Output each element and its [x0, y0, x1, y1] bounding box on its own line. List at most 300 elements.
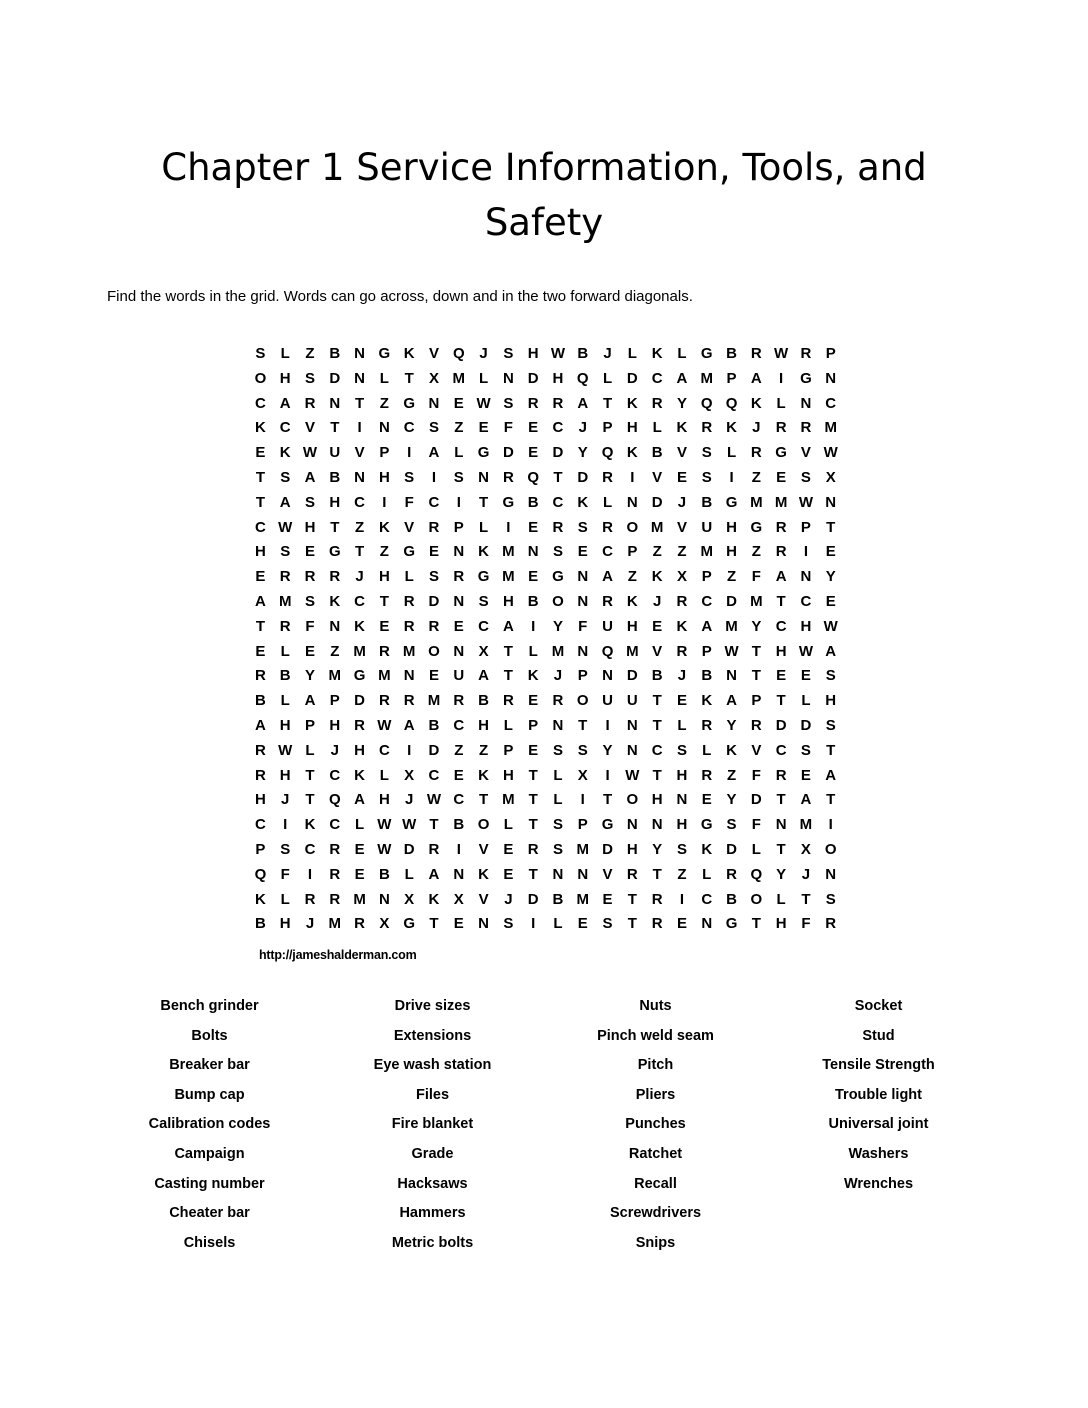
grid-letter: T	[652, 766, 662, 784]
grid-letter: Z	[305, 345, 315, 362]
grid-letter: C	[254, 394, 266, 412]
grid-letter: E	[602, 890, 613, 908]
grid-row	[248, 516, 843, 541]
grid-letter: S	[428, 419, 439, 437]
grid-row	[248, 863, 843, 888]
grid-letter: U	[329, 444, 341, 462]
grid-letter: M	[700, 543, 713, 561]
grid-letter: O	[750, 890, 763, 908]
word-list-item: Tensile Strength	[822, 1057, 935, 1074]
word-list	[98, 992, 990, 1258]
grid-letter: R	[701, 419, 713, 437]
grid-letter: M	[626, 642, 639, 660]
grid-letter: L	[503, 816, 513, 834]
grid-letter: A	[428, 444, 440, 462]
grid-letter: J	[553, 667, 563, 685]
grid-letter: C	[701, 890, 713, 908]
grid-letter: T	[553, 468, 563, 486]
grid-letter: A	[279, 493, 291, 511]
grid-letter: T	[776, 592, 786, 610]
grid-letter: N	[329, 394, 341, 412]
grid-letter: U	[602, 692, 613, 710]
grid-letter: Z	[652, 543, 662, 561]
grid-letter: L	[553, 791, 563, 809]
grid-letter: Q	[254, 865, 267, 883]
grid-letter: R	[701, 766, 713, 784]
grid-letter: A	[304, 468, 316, 486]
grid-letter: R	[825, 915, 837, 933]
grid-row	[248, 714, 843, 739]
grid-letter: T	[255, 617, 265, 635]
grid-letter: C	[279, 419, 291, 437]
grid-letter: S	[825, 667, 836, 685]
grid-letter: H	[279, 716, 291, 734]
grid-letter: L	[404, 568, 414, 586]
grid-letter: L	[305, 741, 315, 759]
grid-letter: B	[577, 345, 589, 362]
grid-letter: J	[652, 592, 662, 610]
grid-letter: X	[453, 890, 464, 908]
grid-letter: O	[824, 840, 837, 858]
grid-letter: D	[502, 444, 514, 462]
grid-letter: R	[750, 716, 762, 734]
grid-letter: T	[478, 791, 489, 809]
grid-letter: A	[478, 667, 489, 685]
grid-letter: R	[527, 840, 539, 858]
grid-letter: N	[453, 865, 465, 883]
grid-letter: K	[378, 518, 390, 536]
grid-letter: J	[603, 345, 612, 362]
grid-letter: T	[429, 816, 439, 834]
grid-letter: C	[552, 493, 564, 511]
grid-letter: Y	[602, 741, 613, 759]
grid-letter: U	[602, 617, 613, 635]
grid-letter: A	[254, 716, 266, 734]
word-list-item: Hammers	[399, 1205, 466, 1222]
grid-letter: Z	[677, 543, 687, 561]
grid-letter: W	[476, 394, 491, 412]
grid-letter: I	[531, 915, 536, 933]
grid-letter: R	[304, 568, 316, 586]
grid-letter: U	[701, 518, 713, 536]
grid-letter: N	[577, 568, 589, 586]
grid-letter: A	[428, 865, 440, 883]
grid-letter: V	[800, 444, 811, 462]
grid-letter: Z	[726, 568, 737, 586]
grid-letter: H	[279, 915, 291, 933]
grid-letter: I	[283, 816, 288, 834]
grid-letter: B	[701, 667, 713, 685]
grid-letter: D	[651, 493, 663, 511]
grid-letter: P	[800, 518, 811, 536]
word-list-item: Metric bolts	[391, 1234, 474, 1251]
grid-letter: M	[502, 543, 515, 561]
grid-letter: E	[528, 444, 539, 462]
grid-letter: S	[552, 543, 563, 561]
grid-letter: E	[528, 419, 539, 437]
grid-letter: V	[652, 468, 663, 486]
grid-letter: T	[404, 369, 414, 387]
grid-letter: Q	[601, 444, 614, 462]
grid-letter: N	[354, 468, 365, 486]
grid-letter: L	[726, 444, 737, 462]
grid-letter: N	[329, 617, 341, 635]
grid-letter: T	[751, 667, 761, 685]
grid-letter: N	[428, 394, 440, 412]
grid-letter: M	[452, 369, 466, 387]
grid-letter: P	[701, 642, 712, 660]
grid-letter: T	[355, 543, 365, 561]
grid-letter: S	[503, 345, 514, 362]
grid-letter: Z	[627, 568, 637, 586]
grid-letter: H	[378, 468, 390, 486]
word-list-item: Breaker bar	[169, 1057, 250, 1074]
grid-row	[248, 491, 843, 516]
grid-letter: E	[428, 667, 439, 685]
grid-letter: C	[651, 741, 663, 759]
grid-letter: K	[478, 766, 489, 784]
grid-letter: E	[255, 444, 266, 462]
grid-letter: V	[404, 518, 415, 536]
grid-letter: N	[378, 419, 390, 437]
grid-letter: K	[676, 617, 688, 635]
grid-row	[248, 838, 843, 863]
grid-letter: R	[329, 890, 341, 908]
grid-letter: T	[602, 791, 613, 809]
grid-letter: N	[577, 865, 589, 883]
grid-letter: K	[329, 592, 341, 610]
grid-letter: A	[254, 592, 266, 610]
grid-letter: W	[798, 493, 814, 511]
grid-letter: L	[627, 345, 637, 362]
grid-letter: E	[825, 592, 836, 610]
grid-letter: R	[378, 642, 390, 660]
grid-letter: C	[254, 816, 266, 834]
grid-letter: M	[650, 518, 664, 536]
grid-letter: T	[776, 692, 786, 710]
grid-letter: L	[702, 741, 712, 759]
grid-letter: R	[279, 568, 291, 586]
grid-letter: T	[478, 493, 489, 511]
grid-letter: S	[280, 840, 291, 858]
grid-letter: B	[527, 493, 539, 511]
grid-letter: K	[626, 592, 638, 610]
grid-letter: R	[254, 766, 266, 784]
grid-letter: L	[404, 865, 414, 883]
grid-letter: T	[379, 592, 389, 610]
grid-letter: C	[775, 741, 787, 759]
grid-letter: R	[428, 617, 440, 635]
grid-letter: H	[626, 840, 638, 858]
grid-letter: E	[825, 543, 836, 561]
grid-letter: M	[353, 642, 366, 660]
grid-letter: X	[404, 890, 415, 908]
grid-letter: T	[429, 915, 439, 933]
grid-letter: T	[255, 493, 265, 511]
grid-letter: W	[550, 345, 566, 362]
grid-letter: E	[528, 568, 539, 586]
grid-letter: Z	[751, 543, 761, 561]
grid-letter: R	[775, 543, 787, 561]
grid-letter: E	[453, 915, 464, 933]
grid-letter: E	[304, 642, 315, 660]
grid-letter: L	[602, 369, 613, 387]
grid-letter: E	[528, 518, 539, 536]
grid-letter: E	[676, 468, 687, 486]
grid-letter: R	[750, 444, 762, 462]
grid-row	[248, 367, 843, 392]
grid-letter: D	[626, 667, 638, 685]
grid-letter: D	[775, 716, 787, 734]
grid-letter: H	[502, 766, 514, 784]
grid-letter: L	[677, 716, 687, 734]
grid-letter: N	[552, 716, 564, 734]
grid-letter: C	[378, 741, 390, 759]
grid-letter: N	[354, 369, 365, 387]
grid-letter: S	[453, 468, 464, 486]
grid-letter: K	[726, 419, 737, 437]
grid-letter: Z	[454, 419, 464, 437]
grid-letter: L	[280, 692, 290, 710]
grid-letter: H	[626, 419, 638, 437]
grid-letter: L	[652, 419, 662, 437]
grid-letter: K	[701, 692, 713, 710]
grid-letter: T	[305, 766, 315, 784]
grid-letter: Y	[825, 568, 836, 586]
grid-letter: J	[305, 915, 315, 933]
grid-letter: N	[602, 667, 613, 685]
grid-letter: R	[750, 345, 762, 362]
grid-letter: T	[751, 642, 761, 660]
grid-letter: X	[404, 766, 415, 784]
grid-letter: D	[726, 592, 737, 610]
grid-letter: D	[552, 444, 564, 462]
grid-letter: E	[528, 741, 539, 759]
grid-letter: Z	[454, 741, 464, 759]
grid-letter: G	[403, 543, 416, 561]
grid-letter: X	[428, 369, 439, 387]
grid-letter: T	[330, 518, 340, 536]
grid-letter: I	[357, 419, 362, 437]
grid-letter: R	[552, 518, 564, 536]
source-url: http://jameshalderman.com	[259, 948, 417, 962]
grid-letter: S	[602, 915, 613, 933]
grid-letter: H	[527, 345, 539, 362]
grid-letter: B	[552, 890, 564, 908]
grid-letter: H	[378, 568, 390, 586]
grid-letter: C	[552, 419, 564, 437]
grid-letter: E	[652, 617, 663, 635]
word-list-item: Bench grinder	[160, 998, 259, 1014]
grid-letter: M	[502, 791, 515, 809]
grid-letter: N	[626, 741, 638, 759]
grid-letter: H	[626, 617, 638, 635]
grid-letter: S	[577, 518, 588, 536]
grid-letter: R	[651, 394, 663, 412]
grid-letter: K	[651, 568, 663, 586]
grid-letter: T	[751, 915, 761, 933]
grid-letter: T	[503, 667, 513, 685]
grid-letter: S	[726, 816, 737, 834]
grid-letter: N	[577, 592, 589, 610]
grid-letter: M	[824, 419, 837, 437]
grid-letter: H	[254, 791, 266, 809]
grid-letter: W	[823, 617, 838, 635]
grid-letter: D	[428, 592, 440, 610]
grid-letter: L	[776, 890, 786, 908]
grid-letter: R	[775, 766, 787, 784]
grid-letter: D	[527, 369, 539, 387]
grid-letter: A	[825, 766, 837, 784]
grid-letter: Z	[677, 865, 687, 883]
grid-letter: V	[478, 890, 489, 908]
grid-letter: G	[700, 816, 713, 834]
grid-letter: M	[551, 642, 565, 660]
grid-letter: K	[304, 816, 316, 834]
grid-letter: E	[453, 617, 464, 635]
grid-letter: M	[427, 692, 441, 710]
grid-letter: Q	[750, 865, 763, 883]
grid-letter: C	[428, 766, 440, 784]
grid-letter: F	[801, 915, 811, 933]
grid-letter: T	[776, 840, 786, 858]
word-list-item: Chisels	[183, 1234, 236, 1251]
word-list-item: Eye wash station	[373, 1057, 492, 1074]
grid-letter: D	[577, 468, 589, 486]
grid-letter: N	[453, 543, 465, 561]
grid-letter: M	[353, 890, 366, 908]
word-list-item: Washers	[848, 1145, 909, 1162]
grid-letter: J	[405, 791, 414, 809]
word-list-item: Socket	[854, 998, 903, 1014]
grid-letter: X	[800, 840, 811, 858]
grid-letter: N	[726, 667, 737, 685]
grid-letter: Y	[776, 865, 787, 883]
grid-letter: F	[404, 493, 414, 511]
grid-letter: W	[798, 642, 814, 660]
grid-letter: M	[576, 840, 589, 858]
grid-letter: V	[676, 444, 687, 462]
grid-letter: J	[504, 890, 513, 908]
grid-letter: K	[701, 840, 713, 858]
grid-letter: S	[800, 741, 811, 759]
word-list-item: Screwdrivers	[609, 1205, 702, 1222]
grid-letter: A	[577, 394, 589, 412]
grid-letter: E	[776, 468, 787, 486]
grid-letter: T	[776, 791, 786, 809]
grid-letter: S	[676, 741, 687, 759]
grid-letter: H	[825, 692, 837, 710]
grid-letter: N	[825, 369, 837, 387]
grid-letter: A	[750, 369, 762, 387]
grid-letter: M	[402, 642, 416, 660]
word-list-column-1	[98, 992, 321, 1258]
grid-letter: C	[800, 592, 812, 610]
grid-row	[248, 615, 843, 640]
grid-letter: B	[453, 816, 465, 834]
grid-letter: P	[503, 741, 514, 759]
grid-letter: G	[403, 915, 416, 933]
grid-letter: J	[801, 865, 811, 883]
grid-letter: K	[676, 419, 688, 437]
grid-letter: K	[478, 543, 489, 561]
word-list-item: Fire blanket	[391, 1116, 474, 1133]
grid-letter: N	[502, 369, 514, 387]
grid-letter: Q	[576, 369, 589, 387]
grid-letter: P	[577, 816, 588, 834]
grid-letter: N	[800, 394, 812, 412]
grid-letter: N	[403, 667, 415, 685]
word-list-item: Snips	[635, 1234, 676, 1251]
grid-letter: O	[626, 791, 639, 809]
word-list-item: Bump cap	[174, 1086, 245, 1103]
grid-letter: J	[752, 419, 761, 437]
word-list-item: Recall	[634, 1175, 677, 1192]
grid-letter: H	[478, 716, 489, 734]
grid-letter: R	[304, 890, 316, 908]
grid-letter: B	[329, 468, 341, 486]
grid-letter: H	[279, 369, 291, 387]
grid-letter: R	[676, 592, 688, 610]
grid-letter: T	[652, 865, 662, 883]
grid-letter: J	[479, 345, 488, 362]
grid-letter: Q	[452, 345, 465, 362]
grid-row	[248, 739, 843, 764]
grid-letter: J	[677, 667, 687, 685]
grid-letter: L	[553, 915, 563, 933]
grid-letter: E	[577, 915, 588, 933]
grid-letter: T	[355, 394, 365, 412]
grid-letter: L	[478, 518, 489, 536]
grid-letter: W	[774, 345, 789, 362]
grid-letter: R	[701, 716, 713, 734]
grid-letter: A	[403, 716, 415, 734]
grid-letter: S	[280, 468, 291, 486]
grid-letter: R	[279, 617, 291, 635]
grid-letter: K	[626, 394, 638, 412]
grid-row	[248, 540, 843, 565]
grid-letter: E	[503, 865, 514, 883]
grid-letter: Z	[726, 766, 737, 784]
grid-letter: R	[775, 419, 787, 437]
grid-letter: D	[428, 741, 440, 759]
grid-letter: I	[407, 741, 412, 759]
grid-letter: T	[330, 419, 340, 437]
grid-letter: R	[254, 741, 266, 759]
grid-letter: E	[577, 543, 588, 561]
grid-letter: H	[354, 741, 365, 759]
grid-letter: K	[750, 394, 762, 412]
grid-letter: S	[255, 345, 266, 362]
grid-letter: I	[456, 840, 461, 858]
grid-letter: N	[676, 791, 688, 809]
grid-letter: I	[605, 716, 610, 734]
grid-letter: M	[328, 915, 342, 933]
grid-row	[248, 764, 843, 789]
grid-letter: P	[255, 840, 266, 858]
grid-letter: T	[528, 865, 538, 883]
grid-letter: S	[552, 741, 563, 759]
grid-letter: V	[652, 642, 663, 660]
grid-letter: X	[379, 915, 390, 933]
grid-letter: L	[379, 766, 389, 784]
grid-letter: I	[531, 617, 536, 635]
grid-letter: R	[329, 865, 341, 883]
grid-letter: R	[552, 394, 564, 412]
grid-letter: L	[751, 840, 761, 858]
grid-letter: K	[254, 419, 266, 437]
grid-letter: K	[403, 345, 415, 362]
